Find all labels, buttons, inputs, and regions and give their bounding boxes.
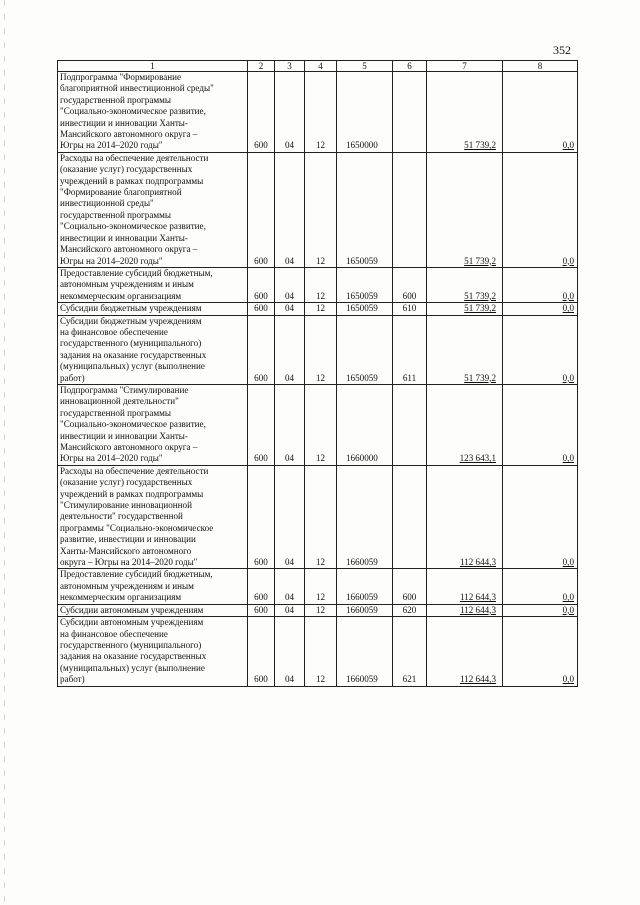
row-name-cell: Расходы на обеспечение деятельности (оказание услуг) государственных учреждений в рамках подпрограммы "Формирование благоприятной инвестиционной среды" государственной программы "Социально-экономическое развитие, инвестиции и инновации Ханты- Мансийского автономного округа – Югры на 2014–2020 годы" (58, 152, 248, 267)
subsection-code-cell: 04 (275, 569, 305, 604)
expense-type-cell: 611 (393, 315, 427, 384)
section-code-cell: 600 (248, 384, 275, 465)
budget-table (57, 60, 578, 687)
expense-type-cell: 621 (393, 617, 427, 686)
section-code-cell: 600 (248, 72, 275, 153)
table-row (58, 465, 578, 569)
expense-type-cell (393, 72, 427, 153)
column-header: 7 (427, 61, 503, 72)
target-article-cell: 1660059 (337, 569, 393, 604)
target-article-cell: 1660000 (337, 384, 393, 465)
amount-2-cell: 0,0 (503, 465, 578, 569)
subsection-code-cell: 04 (275, 303, 305, 315)
column-header: 8 (503, 61, 578, 72)
row-name-cell: Субсидии автономным учреждениям (58, 604, 248, 616)
amount-cell: 51 739,2 (427, 72, 503, 153)
subsection-code-2-cell: 12 (305, 569, 337, 604)
amount-cell: 112 644,3 (427, 604, 503, 616)
target-article-cell: 1650059 (337, 152, 393, 267)
section-code-cell: 600 (248, 267, 275, 302)
amount-2-cell: 0,0 (503, 604, 578, 616)
amount-2-cell: 0,0 (503, 617, 578, 686)
table-row (58, 384, 578, 465)
section-code-cell: 600 (248, 569, 275, 604)
row-name-cell: Субсидии автономным учреждениям на финансовое обеспечение государственного (муниципального) задания на оказание государственных (муниципальных) услуг (выполнение работ) (58, 617, 248, 686)
expense-type-cell: 600 (393, 569, 427, 604)
row-name-cell: Подпрограмма "Формирование благоприятной инвестиционной среды" государственной программы "Социально-экономическое развитие, инвестиции и инновации Ханты- Мансийского автономного округа – Югры на 2014–2020 годы" (58, 72, 248, 153)
amount-cell: 51 739,2 (427, 267, 503, 302)
subsection-code-2-cell: 12 (305, 384, 337, 465)
row-name-cell: Подпрограмма "Стимулирование инновационной деятельности" государственной программы "Социально-экономическое развитие, инвестиции и инновации Ханты- Мансийского автономного округа – Югры на 2014–2020 годы" (58, 384, 248, 465)
table-header (58, 61, 578, 72)
column-header: 3 (275, 61, 305, 72)
expense-type-cell (393, 465, 427, 569)
target-article-cell: 1650059 (337, 267, 393, 302)
subsection-code-2-cell: 12 (305, 152, 337, 267)
table-row (58, 152, 578, 267)
section-code-cell: 600 (248, 617, 275, 686)
row-name-cell: Расходы на обеспечение деятельности (оказание услуг) государственных учреждений в рамках подпрограммы "Стимулирование инновационной деятельности" государственной программы "Социально-экономическое развитие, инвестиции и инновации Ханты-Мансийского автономного округа – Югры на 2014–2020 годы" (58, 465, 248, 569)
row-name-cell: Субсидии бюджетным учреждениям на финансовое обеспечение государственного (муниципального) задания на оказание государственных (муниципальных) услуг (выполнение работ) (58, 315, 248, 384)
amount-cell: 123 643,1 (427, 384, 503, 465)
column-header: 5 (337, 61, 393, 72)
table-body (58, 72, 578, 687)
subsection-code-cell: 04 (275, 604, 305, 616)
expense-type-cell (393, 152, 427, 267)
scan-edge-artifact (4, 0, 5, 905)
subsection-code-cell: 04 (275, 465, 305, 569)
column-header: 1 (58, 61, 248, 72)
table-row (58, 604, 578, 616)
subsection-code-cell: 04 (275, 72, 305, 153)
amount-2-cell: 0,0 (503, 303, 578, 315)
subsection-code-2-cell: 12 (305, 72, 337, 153)
row-name-cell: Предоставление субсидий бюджетным, автономным учреждениям и иным некоммерческим организациям (58, 267, 248, 302)
subsection-code-cell: 04 (275, 267, 305, 302)
amount-2-cell: 0,0 (503, 384, 578, 465)
amount-cell: 51 739,2 (427, 315, 503, 384)
amount-2-cell: 0,0 (503, 72, 578, 153)
expense-type-cell: 620 (393, 604, 427, 616)
amount-2-cell: 0,0 (503, 315, 578, 384)
table-row (58, 569, 578, 604)
column-number-row (58, 61, 578, 72)
row-name-cell: Предоставление субсидий бюджетным, автономным учреждениям и иным некоммерческим организациям (58, 569, 248, 604)
expense-type-cell: 600 (393, 267, 427, 302)
subsection-code-cell: 04 (275, 384, 305, 465)
subsection-code-cell: 04 (275, 152, 305, 267)
subsection-code-2-cell: 12 (305, 315, 337, 384)
column-header: 4 (305, 61, 337, 72)
column-header: 6 (393, 61, 427, 72)
amount-2-cell: 0,0 (503, 267, 578, 302)
amount-2-cell: 0,0 (503, 152, 578, 267)
subsection-code-2-cell: 12 (305, 465, 337, 569)
amount-2-cell: 0,0 (503, 569, 578, 604)
amount-cell: 112 644,3 (427, 569, 503, 604)
subsection-code-2-cell: 12 (305, 617, 337, 686)
section-code-cell: 600 (248, 152, 275, 267)
expense-type-cell: 610 (393, 303, 427, 315)
column-header: 2 (248, 61, 275, 72)
amount-cell: 51 739,2 (427, 152, 503, 267)
table-row (58, 267, 578, 302)
section-code-cell: 600 (248, 315, 275, 384)
subsection-code-cell: 04 (275, 315, 305, 384)
subsection-code-2-cell: 12 (305, 267, 337, 302)
page-number: 352 (553, 43, 571, 57)
subsection-code-cell: 04 (275, 617, 305, 686)
section-code-cell: 600 (248, 303, 275, 315)
amount-cell: 51 739,2 (427, 303, 503, 315)
table-row (58, 72, 578, 153)
table-row (58, 303, 578, 315)
table-row (58, 315, 578, 384)
row-name-cell: Субсидии бюджетным учреждениям (58, 303, 248, 315)
target-article-cell: 1650059 (337, 303, 393, 315)
target-article-cell: 1650059 (337, 315, 393, 384)
amount-cell: 112 644,3 (427, 465, 503, 569)
subsection-code-2-cell: 12 (305, 604, 337, 616)
section-code-cell: 600 (248, 604, 275, 616)
amount-cell: 112 644,3 (427, 617, 503, 686)
table-row (58, 617, 578, 686)
target-article-cell: 1650000 (337, 72, 393, 153)
target-article-cell: 1660059 (337, 617, 393, 686)
target-article-cell: 1660059 (337, 604, 393, 616)
subsection-code-2-cell: 12 (305, 303, 337, 315)
target-article-cell: 1660059 (337, 465, 393, 569)
section-code-cell: 600 (248, 465, 275, 569)
expense-type-cell (393, 384, 427, 465)
